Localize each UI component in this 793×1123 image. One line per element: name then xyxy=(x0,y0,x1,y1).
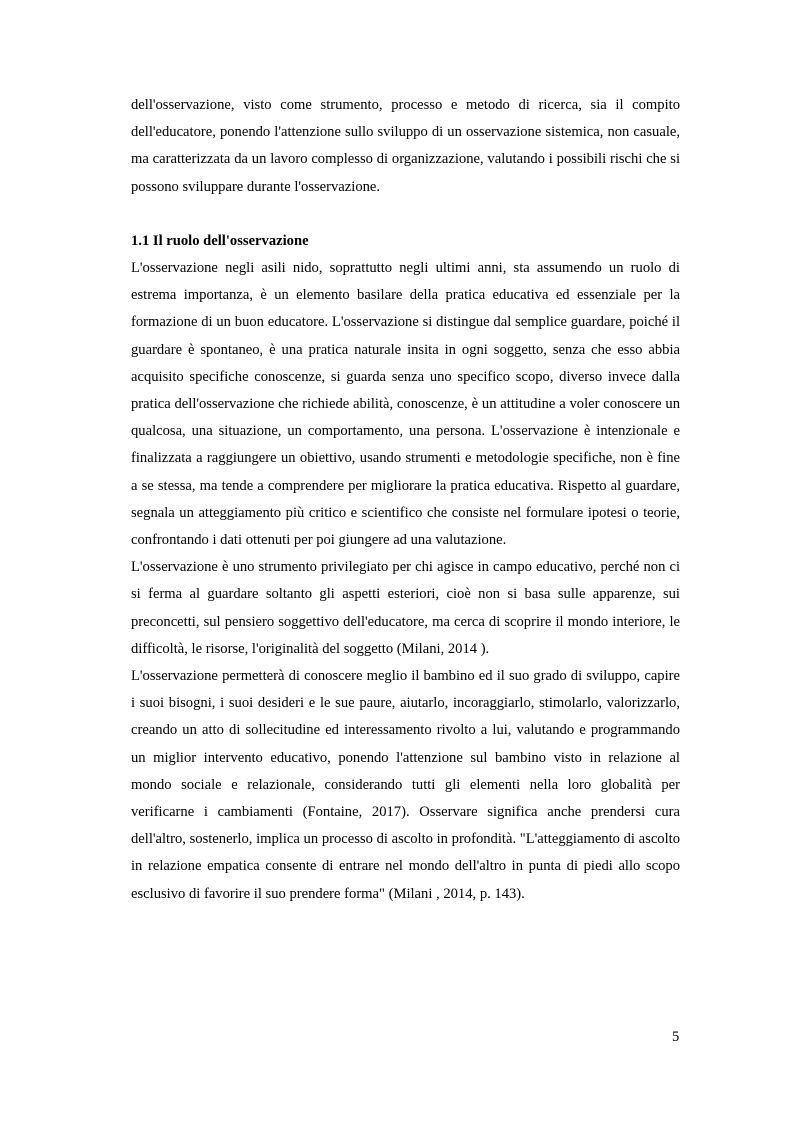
body-paragraph: L'osservazione permetterà di conoscere meglio il bambino ed il suo grado di sviluppo, capire i suoi bisogni, i suoi desideri e le sue paure, aiutarlo, incoraggiarlo, stimolarlo, valorizzarlo, creando un atto di sollecitudine ed interessamento rivolto a lui, valutando e programmando un miglior intervento educativo, ponendo l'attenzione sul bambino visto in relazione al mondo sociale e relazionale, considerando tutti gli elementi nella loro globalità per verificarne i cambiamenti (Fontaine, 2017). Osservare significa anche prendersi cura dell'altro, sostenerlo, implica un processo di ascolto in profondità. "L'atteggiamento di ascolto in relazione empatica consente di entrare nel mondo dell'altro in punta di piedi allo scopo esclusivo di favorire il suo prendere forma" (Milani , 2014, p. 143). xyxy=(131,668,680,902)
body-paragraph: L'osservazione è uno strumento privilegiato per chi agisce in campo educativo, perché non ci si ferma al guardare soltanto gli aspetti esteriori, cioè non si basa sulle apparenze, sui preconcetti, sul pensiero soggettivo dell'educatore, ma cerca di scoprire il mondo interiore, le difficoltà, le risorse, l'originalità del soggetto (Milani, 2014 ). xyxy=(131,559,680,657)
page-body xyxy=(131,92,680,908)
section-heading: 1.1 Il ruolo dell'osservazione xyxy=(131,232,309,249)
body-paragraph: L'osservazione negli asili nido, soprattutto negli ultimi anni, sta assumendo un ruolo di estrema importanza, è un elemento basilare della pratica educativa ed essenziale per la formazione di un buon educatore. L'osservazione si distingue dal semplice guardare, poiché il guardare è spontaneo, è una pratica naturale insita in ogni soggetto, senza che esso abbia acquisito specifiche conoscenze, si guarda senza uno specifico scopo, diverso invece dalla pratica dell'osservazione che richiede abilità, conoscenze, è un attitudine a voler conoscere un qualcosa, una situazione, un comportamento, una persona. L'osservazione è intenzionale e finalizzata a raggiungere un obiettivo, usando strumenti e metodologie specifiche, non è fine a se stessa, ma tende a comprendere per migliorare la pratica educativa. Rispetto al guardare, segnala un atteggiamento più critico e scientifico che consiste nel formulare ipotesi o teorie, confrontando i dati ottenuti per poi giungere ad una valutazione. xyxy=(131,260,680,549)
intro-paragraph: dell'osservazione, visto come strumento, processo e metodo di ricerca, sia il compito dell'educatore, ponendo l'attenzione sullo sviluppo di un osservazione sistemica, non casuale, ma caratterizzata da un lavoro complesso di organizzazione, valutando i possibili rischi che si possono sviluppare durante l'osservazione. xyxy=(131,97,680,195)
page-number: 5 xyxy=(672,1029,680,1045)
